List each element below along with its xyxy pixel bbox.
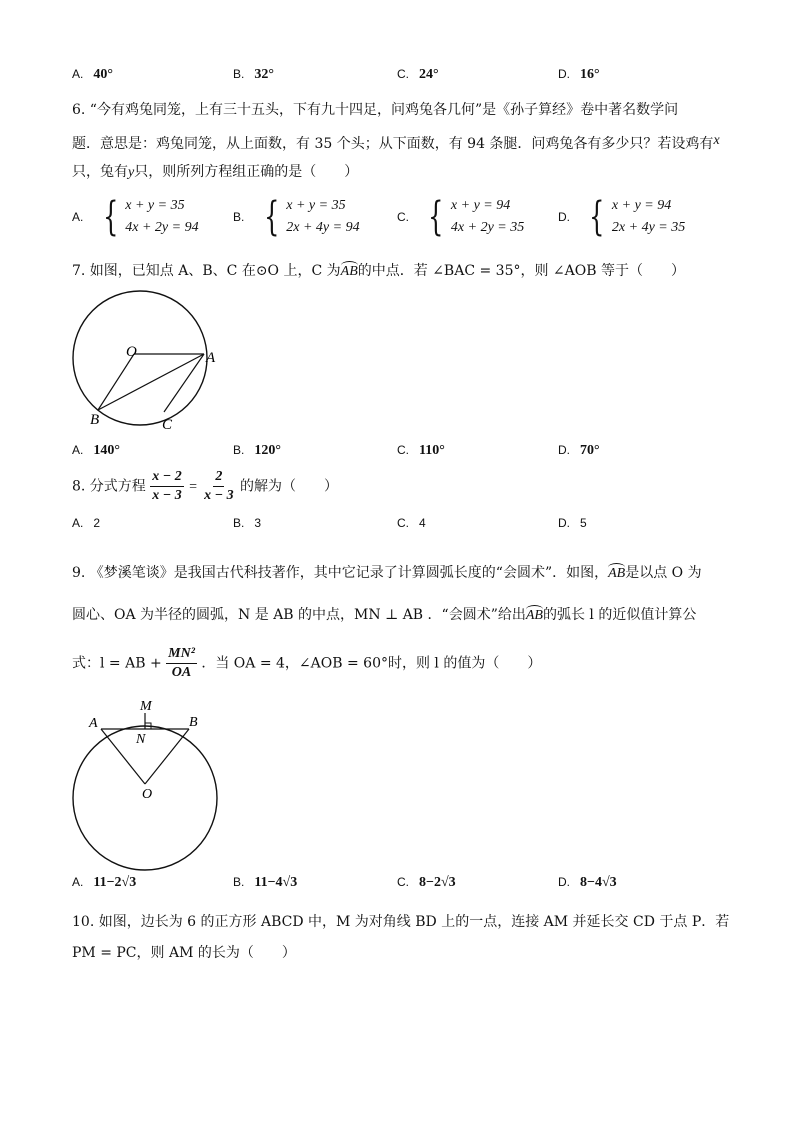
q5-option-b: B. 32° (233, 67, 274, 82)
q6-line1: 6. “今有鸡兔同笼，上有三十五头，下有九十四足，问鸡兔各几何”是《孙子算经》卷中著名数学问 (72, 102, 679, 118)
q7-option-a: A. 140° (72, 443, 120, 458)
q10-line2: PM = PC，则 AM 的长为（ ） (72, 945, 296, 961)
q7-option-d: D. 70° (558, 443, 600, 458)
q5-option-d: D. 16° (558, 67, 600, 82)
q7-label-b: B (90, 412, 100, 428)
q9-segment-ob (145, 729, 189, 784)
q8-fraction-right: $\frac{2}{x - 3}$ (204, 469, 234, 503)
q7-segment-ab (98, 354, 204, 410)
q7-stem: 7. 如图，已知点 A、B、C 在⊙O 上，C 为AB的中点．若 ∠BAC = 35°，则 ∠AOB 等于（ ） (72, 263, 685, 279)
q6-option-b: B. { x + y = 35 2x + 4y = 94 (233, 194, 360, 240)
q8-option-b: B. 3 (233, 516, 262, 530)
q7-figure (66, 290, 226, 435)
q6-option-c: C. { x + y = 94 4x + 2y = 35 (397, 194, 525, 240)
q7-label-o: O (126, 344, 137, 360)
q9-label-b: B (189, 715, 198, 730)
q7-option-c: C. 110° (397, 443, 445, 458)
q9-option-c: C. 8−2√3 (397, 875, 456, 890)
q8-option-d: D. 5 (558, 516, 587, 530)
q9-label-o: O (142, 787, 153, 802)
q7-circle (73, 291, 207, 425)
q6-option-d: D. { x + y = 94 2x + 4y = 35 (558, 194, 686, 240)
q6-line3: 只，兔有y只，则所列方程组正确的是（ ） (72, 164, 359, 180)
q7-option-b: B. 120° (233, 443, 281, 458)
q10-line1: 10. 如图，边长为 6 的正方形 ABCD 中，M 为对角线 BD 上的一点，连接 AM 并延长交 CD 于点 P．若 (72, 914, 730, 930)
q9-option-a: A. 11−2√3 (72, 875, 137, 890)
q5-option-c: C. 24° (397, 67, 439, 82)
q9-label-n: N (136, 732, 146, 747)
q9-option-d: D. 8−4√3 (558, 875, 617, 890)
q7-label-c: C (162, 417, 173, 433)
q7-segment-ob (98, 354, 134, 410)
q9-label-m: M (140, 699, 152, 714)
q7-label-a: A (206, 350, 216, 366)
q9-figure (68, 696, 228, 871)
q8-stem: 8. 分式方程 $\frac{x - 2}{x - 3}$ = $\frac{2}{x - 3}$ 的解为（ ） (72, 469, 339, 503)
q8-option-a: A. 2 (72, 516, 101, 530)
q9-label-a: A (89, 716, 98, 731)
q9-fraction: $\frac{\text{MN²}}{OA}$ (168, 646, 195, 680)
q7-segment-ac (164, 354, 204, 412)
q8-option-c: C. 4 (397, 516, 426, 530)
q5-option-a: A. 40° (72, 67, 113, 82)
q9-line2: 圆心、OA 为半径的圆弧，N 是 AB 的中点，MN ⊥ AB ．“会圆术”给出AB的弧长 l 的近似值计算公 (72, 607, 697, 623)
q9-line1: 9. 《梦溪笔谈》是我国古代科技著作，其中它记录了计算圆弧长度的“会圆术”．如图，AB是以点 O 为 (72, 565, 702, 581)
q6-line2: 题．意思是：鸡兔同笼，从上面数，有 35 个头；从下面数，有 94 条腿．问鸡兔各有多少只？若设鸡有x (72, 133, 720, 152)
q9-line3: 式：l = AB + $\frac{\text{MN²}}{OA}$ ．当 OA = 4，∠AOB = 60°时，则 l 的值为（ ） (72, 646, 542, 680)
q8-fraction-left: $\frac{x - 2}{x - 3}$ (152, 469, 182, 503)
q9-option-b: B. 11−4√3 (233, 875, 298, 890)
q6-option-a: A. { x + y = 35 4x + 2y = 94 (72, 194, 199, 240)
